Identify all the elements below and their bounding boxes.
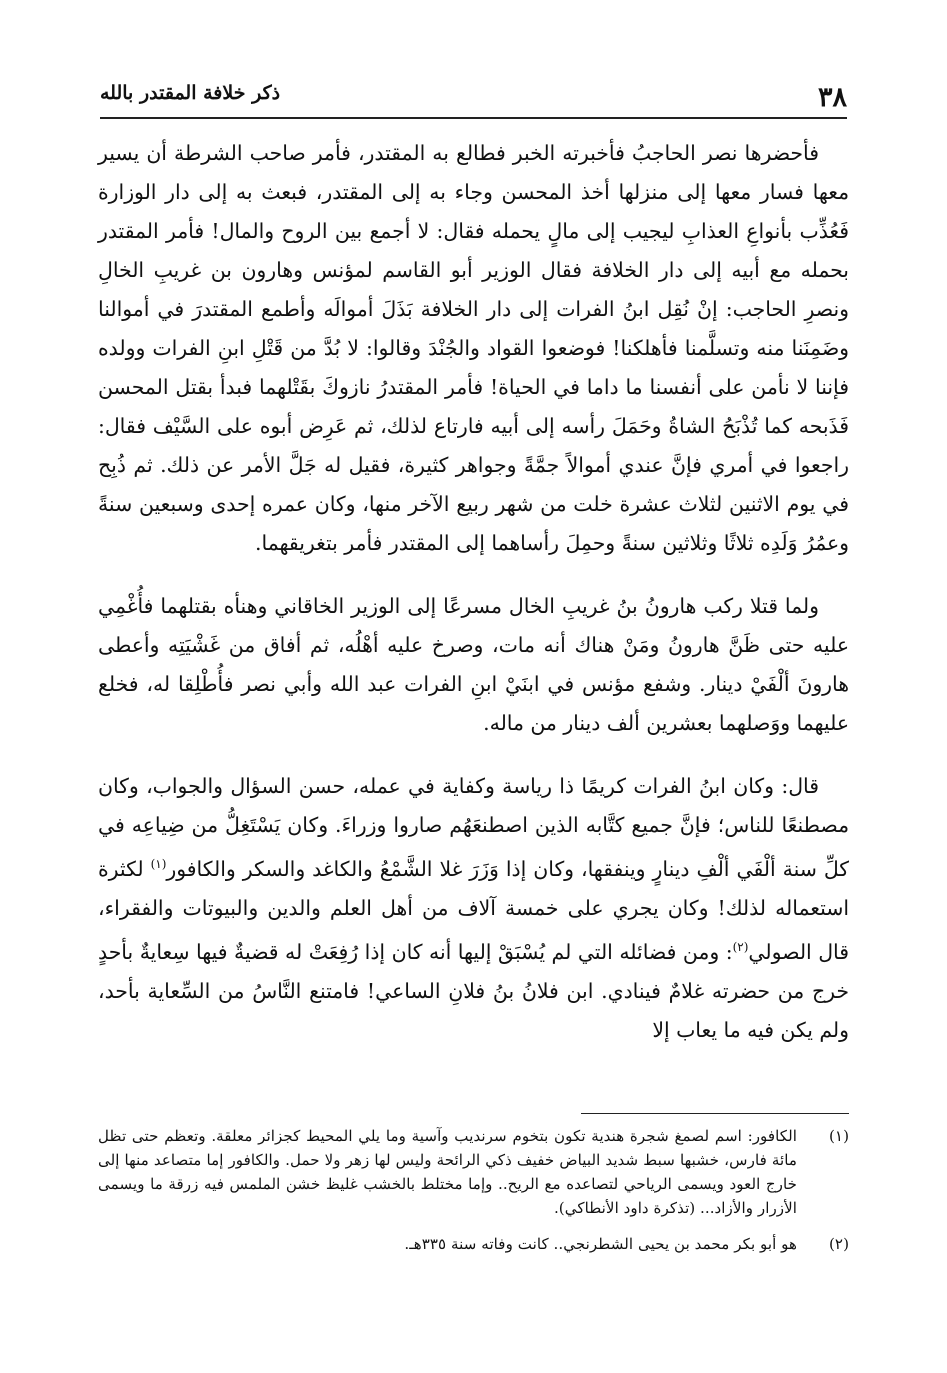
paragraph: [98, 767, 849, 1050]
footnote-ref[interactable]: (١): [150, 857, 167, 871]
footnote-divider: [581, 1113, 849, 1114]
header-divider: [100, 117, 847, 119]
running-title: ذكر خلافة المقتدر بالله: [100, 82, 281, 104]
running-head: [100, 72, 847, 116]
main-text: [98, 134, 849, 1050]
footnote: [98, 1124, 849, 1220]
footnote-number: (٢): [828, 1235, 849, 1253]
footnote-text: هو أبو بكر محمد بن يحيى الشطرنجي.. كانت وفاته سنة ٣٣٥هـ.: [404, 1235, 797, 1253]
paragraph-text: قال: وكان ابنُ الفرات كريمًا ذا رياسة وكفاية في عمله، حسن السؤال والجواب، وكان مصطنعًا للناس؛ فإنَّ جميع كتَّابه الذين اصطنعَهُم صاروا وزراءَ. وكان يَسْتَغِلُّ من ضِياعِه في كلِّ سنة ألْفَي ألْفِ دينارٍ وينفقها، وكان إذا وَزَرَ غلا الشَّمْعُ والكاغد والسكر والكافور: [98, 774, 849, 881]
paragraph: فأحضرها نصر الحاجبُ فأخبرته الخبر فطالع به المقتدر، فأمر صاحب الشرطة أن يسير معها فسار معها إلى منزلها أخذ المحسن وجاء به إلى المقتدر، فبعث به إلى دار الوزارة فَعُذِّب بأنواعِ العذابِ ليجيب إلى مالٍ يحمله فقال: لا أجمع بين الروح والمال! فأمر المقتدر بحمله مع أبيه إلى دار الخلافة فقال الوزير أبو القاسم لمؤنس وهارون بن غريبِ الخالِ ونصرِ الحاجب: إنْ نُقِل ابنُ الفرات إلى دار الخلافة بَذَلَ أموالَه وأطمع المقتدرَ في أموالنا وضَمِنَنا منه وتسلَّمنا فأهلكنا! فوضعوا القواد والجُنْدَ وقالوا: لا بُدَّ من قَتْلِ ابنِ الفرات وولده فإننا لا نأمن على أنفسنا ما داما في الحياة! فأمر المقتدرُ نازوكَ بقَتْلهما فبدأ بقتل المحسن فَذَبحه كما تُذْبَحُ الشاةُ وحَمَلَ رأسه إلى أبيه فارتاع لذلك، ثم عَرِض أبوه على السَّيْف فقال: راجعوا في أمري فإنَّ عندي أموالاً جمَّةً وجواهر كثيرة، فقيل له جَلَّ الأمر عن ذلك. ثم ذُبِح في يوم الاثنين لثلاث عشرة خلت من شهر ربيع الآخر منها، وكان عمره إحدى وسبعين سنةً وعمُرُ وَلَدِه ثلاثًا وثلاثين سنةً وحمِلَ رأساهما إلى المقتدر فأمر بتغريقهما.: [98, 141, 849, 555]
paragraph: ولما قتلا ركب هارونُ بنُ غريبِ الخال مسرعًا إلى الوزير الخاقاني وهنأه بقتلهما فأُغْمِي عليه حتى ظَنَّ هارونُ ومَنْ هناك أنه مات، وصرخ عليه أهْلُه، ثم أفاق من غَشْيَتِه وأعطى هارونَ ألْفَيْ دينار. وشفع مؤنس في ابنَيْ ابنِ الفرات عبد الله وأبي نصر فأُطْلِقا له، فخلع عليهما ووَصلهما بعشرين ألف دينار من ماله.: [98, 594, 849, 735]
page-number: ٣٨: [817, 82, 847, 113]
footnotes: [98, 1124, 849, 1256]
paragraph-text: لكثرة استعماله لذلك! وكان يجري على خمسة آلاف من أهل العلم والدين والبيوتات والفقراء، قال الصولي: [98, 857, 849, 964]
footnote-ref[interactable]: (٢): [732, 940, 749, 954]
footnote-text: الكافور: اسم لصمغ شجرة هندية تكون بتخوم سرنديب وآسية وما يلي المحيط كجزائر معلقة. وتعظم حتى تظل مائة فارس، خشبها سبط شديد البياض خفيف ذكي الرائحة وليس لها زهر ولا حمل. والكافور إما متصاعد منها إلى خارج العود ويسمى الرياحي لتصاعده مع الريح.. وإما مختلط بالخشب غليظ خشن الملمس فيه زرقة ما ويسمى الأزرار والأزاد... (تذكرة داود الأنطاكي).: [98, 1127, 797, 1217]
paragraph-text: : ومن فضائله التي لم يُسْبَقْ إليها أنه كان إذا رُفِعَتْ له قضيةٌ فيها سِعايةٌ بأحدٍ خرج من حضرته غلامٌ فينادي. ابن فلانُ بنُ فلانِ الساعي! فامتنع النَّاسُ من السِّعاية بأحد، ولم يكن فيه ما يعاب إلا: [98, 940, 849, 1042]
footnote-number: (١): [828, 1127, 849, 1145]
footnote: [98, 1232, 849, 1256]
